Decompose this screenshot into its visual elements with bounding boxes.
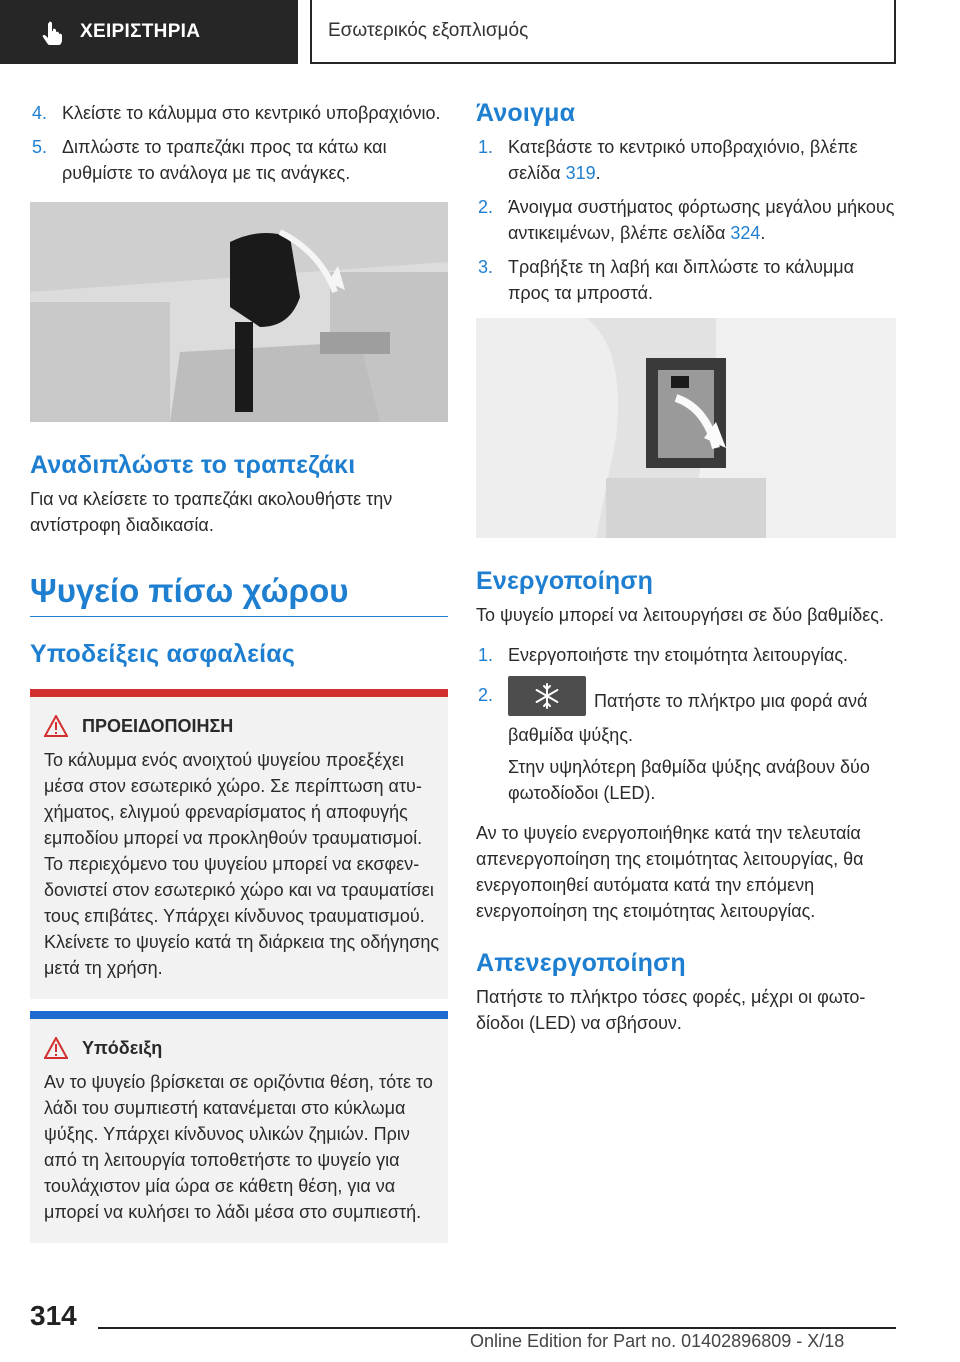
safety-heading: Υποδείξεις ασφαλείας — [30, 640, 296, 668]
note-triangle-icon — [44, 1037, 68, 1059]
activate-after-text: Αν το ψυγείο ενεργοποιήθηκε κατά την τελευταία απενεργοποίηση της ετοιμότητας λειτουργίας, θα ενεργοποιηθεί αυτόματα κατά την επόμενη ενεργοποίηση της ετοιμότητας λειτουργίας. — [476, 823, 864, 921]
list-item — [30, 134, 448, 186]
section-title: Ψυγείο πίσω χώρου — [30, 578, 448, 617]
header-section-title: ΧΕΙΡΙΣΤΗΡΙΑ — [80, 21, 201, 42]
list-item — [30, 100, 448, 126]
activate-text: Το ψυγείο μπορεί να λειτουργήσει σε δύο βαθμίδες. — [476, 605, 884, 625]
deactivate-heading: Απενεργοποίηση — [476, 949, 686, 977]
note-text: Αν το ψυγείο βρίσκεται σε οριζόντια θέση, τότε το λάδι του συμπιεστή κατανέμεται στο κύκλωμα ψύξης. Υπάρχει κίνδυνος υλικών ζημιών. Πριν από τη λειτουργία τοποθετήστε το ψυγείο για τουλάχιστον μία ώρα σε κάθετη θέση, για να μπορεί να κυλήσει το λάδι μέσα στο συμπιεστή. — [44, 1072, 433, 1222]
step-text: Ενεργοποιήστε την ετοιμότητα λειτουργίας. — [508, 645, 849, 665]
footer-edition: Online Edition for Part no. 01402896809 - X/18 — [470, 1331, 845, 1351]
step-text: Τραβήξτε τη λαβή και διπλώστε το κάλυμμα προς τα μπροστά. — [508, 257, 855, 303]
hand-pointer-icon — [40, 19, 66, 45]
step-text: Κλείστε το κάλυμμα στο κεντρικό υποβραχιόνιο. — [62, 103, 441, 123]
step-number: 3. — [478, 257, 494, 277]
list-item — [476, 642, 896, 668]
page-link[interactable]: 324 — [730, 223, 761, 243]
step-number: 5. — [32, 137, 48, 157]
step-number: 2. — [478, 685, 494, 705]
warning-box — [30, 689, 448, 999]
step-text: Κατεβάστε το κεντρικό υποβραχιόνιο, βλέπε σελίδα 319. — [508, 137, 858, 183]
header-section-tab — [0, 0, 298, 64]
warning-triangle-icon — [44, 715, 68, 737]
warning-label: ΠΡΟΕΙΔΟΠΟΙΗΣΗ — [82, 716, 234, 736]
left-column — [30, 100, 448, 1243]
note-box — [30, 1011, 448, 1243]
step-text: Διπλώστε το τραπεζάκι προς τα κάτω και ρυθμίστε το ανάλογα με τις ανάγκες. — [62, 137, 387, 183]
fold-text: Για να κλείσετε το τραπεζάκι ακολουθήστε την αντίστροφη διαδικασία. — [30, 489, 393, 535]
right-column — [476, 100, 896, 1042]
fold-heading: Αναδιπλώστε το τραπεζάκι — [30, 451, 356, 479]
activate-heading: Ενεργοποίηση — [476, 567, 654, 595]
page-number: 314 — [30, 1300, 77, 1331]
fridge-photo — [476, 318, 896, 538]
step-extra-text: Στην υψηλότερη βαθμίδα ψύξης ανάβουν δύο φωτοδίοδοι (LED). — [508, 757, 870, 803]
list-item — [476, 682, 896, 812]
step-text: Πατήστε το πλήκτρο μια φορά ανά βαθμίδα ψύξης. — [508, 682, 896, 748]
note-label: Υπόδειξη — [82, 1038, 163, 1058]
list-item — [476, 254, 896, 306]
step-number: 2. — [478, 197, 494, 217]
header-topic — [310, 0, 896, 64]
warning-text: Το κάλυμμα ενός ανοιχτού ψυγείου προεξέχει μέσα στον εσωτερικό χώρο. Σε περίπτωση ατυχήματος, ελιγμού φρεναρίσματος ή αποφυγής εμποδίου μπορεί να προκληθούν τραυματισμοί. Το περιεχόμενο του ψυγείου μπορεί να εκσφενδονιστεί στον εσωτερικό χώρο και να τραυματίσει τους επιβάτες. Υπάρχει κίνδυνος τραυματισμού. Κλείνετε το ψυγείο κατά τη διάρκεια της οδήγησης μετά τη χρήση. — [44, 750, 440, 978]
step-number: 4. — [32, 103, 48, 123]
list-item — [476, 194, 896, 246]
table-fold-photo — [30, 202, 448, 422]
footer-divider — [98, 1327, 896, 1329]
step-text: Άνοιγμα συστήματος φόρτωσης μεγάλου μήκους αντικειμένων, βλέπε σελίδα 324. — [508, 197, 895, 243]
open-heading: Άνοιγμα — [476, 99, 576, 127]
page-link[interactable]: 319 — [565, 163, 596, 183]
step-number: 1. — [478, 137, 494, 157]
step-number: 1. — [478, 645, 494, 665]
header-topic-title: Εσωτερικός εξοπλισμός — [328, 20, 529, 41]
list-item — [476, 134, 896, 186]
snowflake-icon — [508, 676, 586, 716]
deactivate-text: Πατήστε το πλήκτρο τόσες φορές, μέχρι οι φωτοδίοδοι (LED) να σβήσουν. — [476, 987, 866, 1033]
cooling-button[interactable] — [508, 676, 586, 716]
